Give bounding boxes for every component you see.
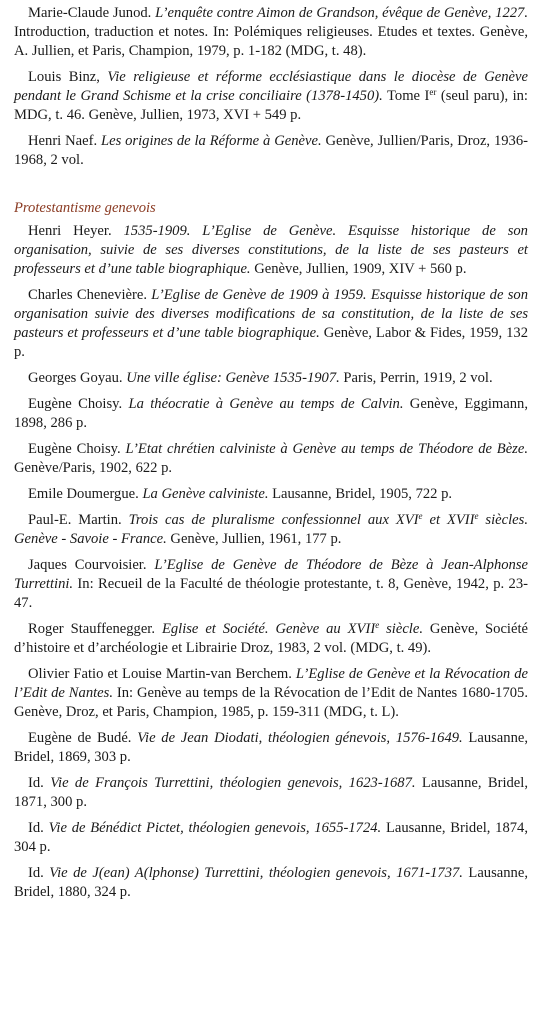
entry-title: L’Etat chrétien calviniste à Genève au temps de Théodore de Bèze. [125,441,528,457]
entry-text: Paris, Perrin, 1919, 2 vol. [339,370,493,386]
bibliography-entry [14,864,528,902]
entry-text: Henri Naef. [28,133,101,149]
bibliography-entry [14,440,528,478]
entry-text: Olivier Fatio et Louise Martin-van Berchem. [28,666,296,682]
entry-text: er [429,87,437,97]
bibliography-entry [14,68,528,125]
entry-title: Vie de François Turrettini, théologien genevois, 1623-1687. [50,775,416,791]
entry-text: Genève, Société d’histoire et d’archéologie et Librairie Droz, 1983, 2 vol. (MDG, t. 49). [14,621,528,656]
bibliography-entry [14,132,528,170]
entry-text: Lausanne, Bridel, 1880, 324 p. [14,865,528,900]
entry-title: Les origines de la Réforme à Genève. [100,133,322,149]
entry-title: Vie de Jean Diodati, théologien génevois, 1576-1649. [137,730,463,746]
entry-text: Lausanne, Bridel, 1869, 303 p. [14,730,528,765]
entry-text: Id. [28,865,50,881]
entry-title: La Genève calviniste. [142,486,269,502]
bibliography-entry [14,4,528,61]
bibliography-entry [14,774,528,812]
entry-text: Tome I [382,88,430,104]
bibliography-entry [14,485,528,504]
entry-text: Genève, Jullien, 1909, XIV + 560 p. [250,261,467,277]
entry-title: Une ville église: Genève 1535-1907. [126,370,340,386]
entry-text: Id. [28,775,51,791]
entry-text: (seul paru), in: MDG, t. 46. Genève, Jullien, 1973, XVI + 549 p. [14,88,528,123]
entry-text: Henri Heyer. [28,223,124,239]
bibliography-entry [14,369,528,388]
entry-text: Eugène de Budé. [28,730,138,746]
bibliography [14,4,528,902]
entry-text: Genève, Labor & Fides, 1959, 132 p. [14,325,528,360]
bibliography-entry [14,620,528,658]
entry-text: Marie-Claude Junod. [28,5,156,21]
entry-text: Genève, Jullien/Paris, Droz, 1936-1968, 2 vol. [14,133,528,168]
entry-text: Introduction, traduction et notes. In: Polémiques religieuses. Etudes et textes. Genève, A. Jullien, et Paris, Champion, 1979, p. 1-182 (MDG, t. 48). [14,24,528,59]
entry-text: Georges Goyau. [28,370,127,386]
entry-text: In: Genève au temps de la Révocation de l’Edit de Nantes 1680-1705. Genève, Droz, et Paris, Champion, 1985, p. 159-311 (MDG, t. L). [14,685,529,720]
entry-title: e [418,511,423,521]
entry-title: Vie religieuse et réforme ecclésiastique dans le diocèse de Genève pendant le Grand Schisme et la crise conciliaire (1378-1450). [14,69,528,104]
entry-title: L’Eglise de Genève et la Révocation de l’Edit de Nantes. [14,666,529,701]
entry-title: 1535-1909. L’Eglise de Genève. Esquisse historique de son organisation, suivie de ses diverses constitutions, de la liste de ses pasteurs et professeurs et d’une table biographique. [14,223,528,277]
entry-text: Louis Binz, [28,69,108,85]
entry-title: Trois cas de pluralisme confessionnel aux XVI [128,512,419,528]
entry-title: La théocratie à Genève au temps de Calvin. [128,396,404,412]
entry-text: Genève/Paris, 1902, 622 p. [14,460,173,476]
entry-text: In: Recueil de la Faculté de théologie protestante, t. 8, Genève, 1942, p. 23-47. [14,576,528,611]
entry-title: L’Eglise de Genève de Théodore de Bèze à Jean-Alphonse Turrettini. [14,557,528,592]
bibliography-entry [14,729,528,767]
entry-title: siècles. Genève - Savoie - France. [14,512,528,547]
entry-text: Emile Doumergue. [28,486,143,502]
entry-text: Lausanne, Bridel, 1905, 722 p. [268,486,453,502]
entry-text: Lausanne, Bridel, 1871, 300 p. [14,775,528,810]
entry-title: L’Eglise de Genève de 1909 à 1959. Esquisse historique de son organisation suivie des diverses modifications de sa constitution, de la liste de ses pasteurs et professeurs et d’une table biographique. [14,287,528,341]
bibliography-entry [14,819,528,857]
entry-text: Roger Stauffenegger. [28,621,162,637]
entry-text: Eugène Choisy. [28,441,126,457]
entry-text: Paul-E. Martin. [28,512,129,528]
bibliography-entry [14,395,528,433]
entry-title: Vie de Bénédict Pictet, théologien genevois, 1655-1724. [48,820,382,836]
bibliography-entry [14,665,528,722]
entry-text: Eugène Choisy. [28,396,129,412]
entry-text: Id. [28,820,49,836]
entry-title: L’enquête contre Aimon de Grandson, évêque de Genève, 1227. [155,5,528,21]
entry-title: Vie de J(ean) A(lphonse) Turrettini, théologien genevois, 1671-1737. [49,865,463,881]
bibliography-entry [14,511,528,549]
entry-text: Jaques Courvoisier. [28,557,155,573]
entry-text: Lausanne, Bridel, 1874, 304 p. [14,820,528,855]
entry-title: Eglise et Société. Genève au XVII [161,621,376,637]
entry-title: siècle. [379,621,423,637]
bibliography-entry [14,286,528,362]
entry-title: e [375,620,380,630]
entry-title: et XVII [422,512,475,528]
entry-text: Genève, Eggimann, 1898, 286 p. [14,396,528,431]
bibliography-entry [14,222,528,279]
entry-text: Genève, Jullien, 1961, 177 p. [166,531,342,547]
section-heading: Protestantisme genevois [14,200,156,216]
entry-title: e [474,511,479,521]
entry-text: Charles Chenevière. [28,287,152,303]
bibliography-entry [14,556,528,613]
